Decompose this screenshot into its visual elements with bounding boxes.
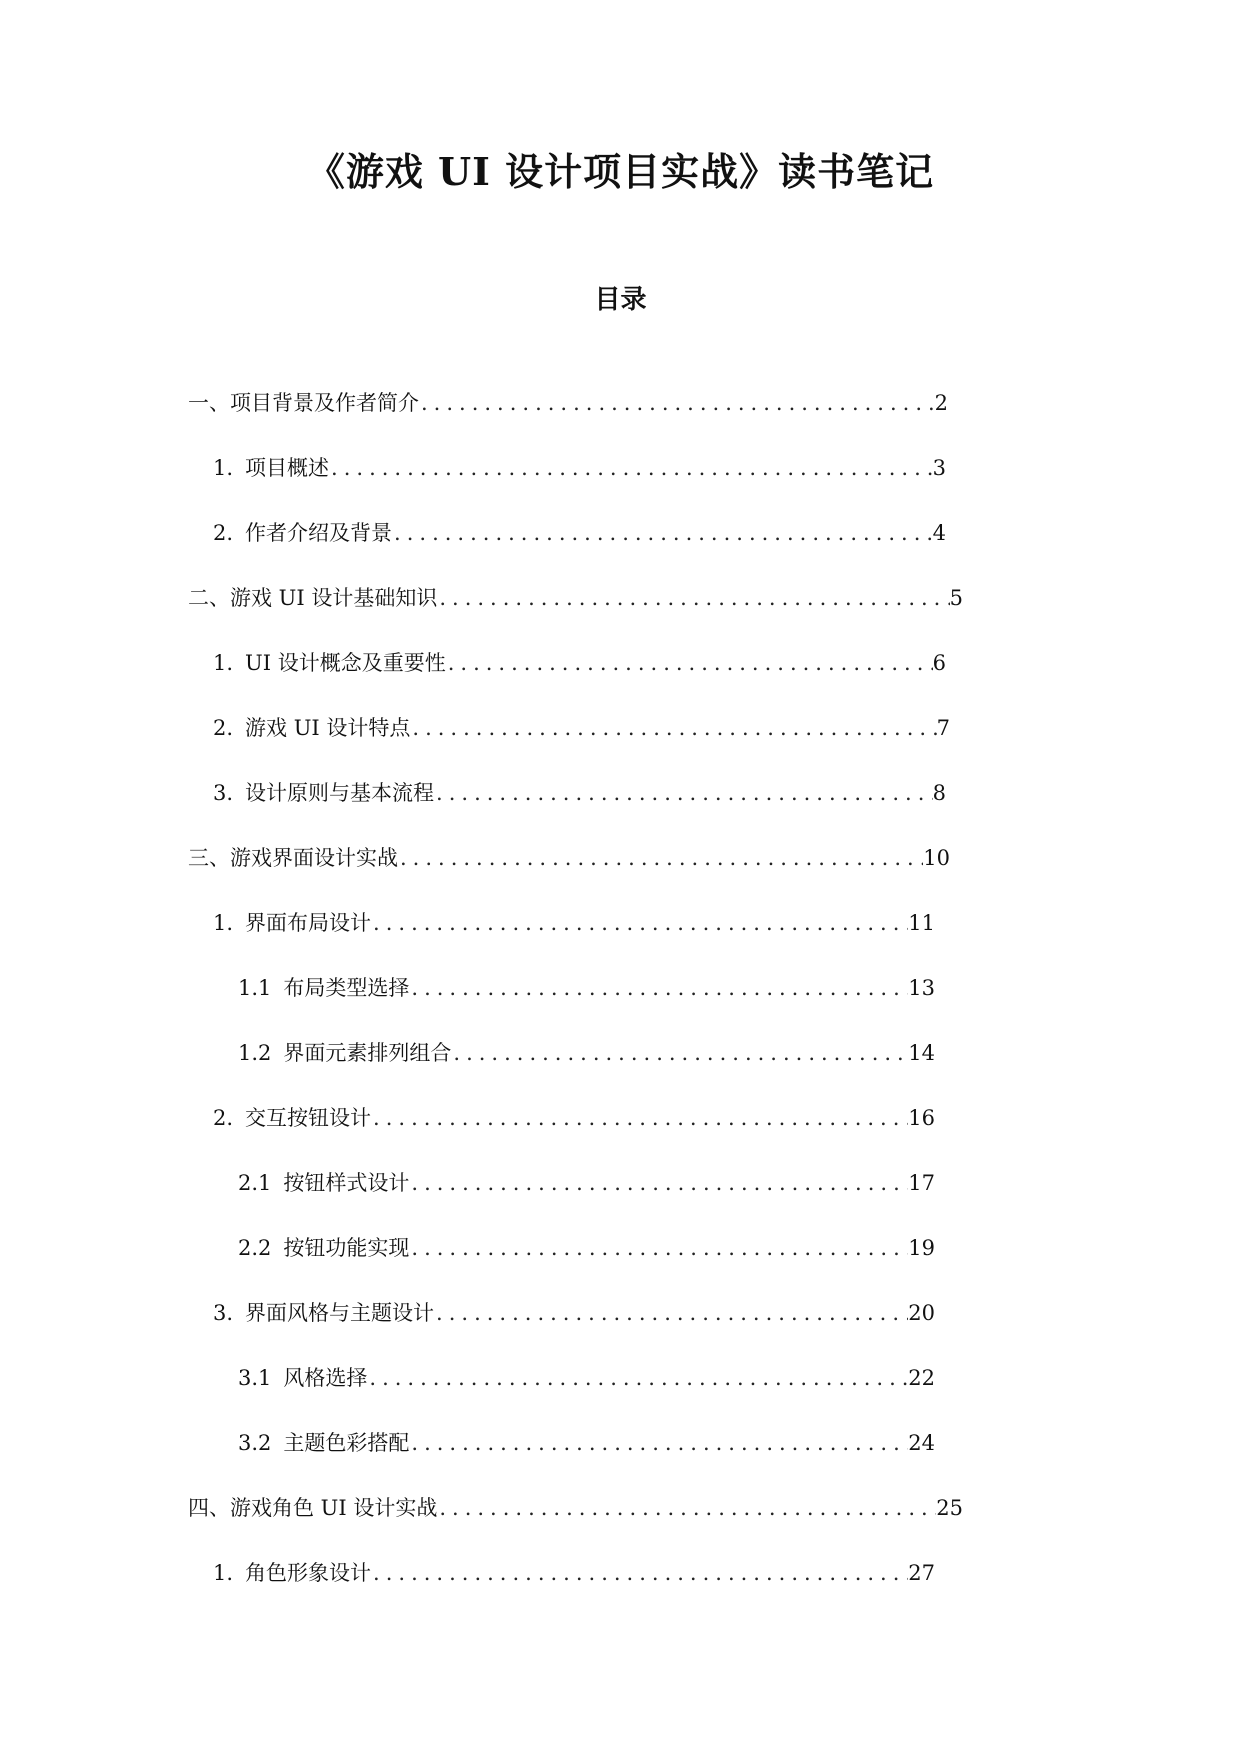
toc-entry[interactable] <box>213 775 946 811</box>
document-title: 《游戏 UI 设计项目实战》读书笔记 <box>306 149 935 194</box>
toc-entry[interactable] <box>213 515 946 551</box>
toc-page-number: 2 <box>934 391 948 415</box>
toc-entry-label: 三、游戏界面设计实战 <box>188 846 398 870</box>
toc-entry-label: 布局类型选择 <box>283 976 410 1000</box>
toc-page-number: 6 <box>932 651 946 675</box>
toc-entry-number: 1.2 <box>238 1041 272 1065</box>
toc-entry[interactable] <box>213 450 946 486</box>
toc-page-number: 10 <box>923 846 950 870</box>
toc-entry-number: 2. <box>213 1106 234 1130</box>
toc-entry-number: 1.1 <box>238 976 272 1000</box>
toc-entry-number: 1. <box>213 911 234 935</box>
toc-entry[interactable] <box>188 385 948 421</box>
toc-page-number: 19 <box>908 1236 935 1260</box>
toc-leader-dots <box>392 515 933 551</box>
toc-entry[interactable] <box>238 1035 935 1071</box>
toc-entry-label: 设计原则与基本流程 <box>245 781 435 805</box>
toc-entry-number: 2. <box>213 521 234 545</box>
toc-entry-label: 项目概述 <box>245 456 330 480</box>
toc-entry-label: UI 设计概念及重要性 <box>245 651 446 675</box>
toc-page-number: 5 <box>949 586 963 610</box>
toc-page-number: 16 <box>908 1106 935 1130</box>
toc-entry[interactable] <box>213 710 950 746</box>
toc-leader-dots <box>409 1425 908 1461</box>
toc-page-number: 14 <box>908 1041 935 1065</box>
toc-entry-number: 3.1 <box>238 1366 272 1390</box>
toc-entry-label: 二、游戏 UI 设计基础知识 <box>188 586 438 610</box>
toc-leader-dots <box>409 970 908 1006</box>
toc-entry-number: 2.2 <box>238 1236 272 1260</box>
toc-entry[interactable] <box>188 840 950 876</box>
toc-leader-dots <box>371 905 908 941</box>
toc-leader-dots <box>410 710 936 746</box>
toc-leader-dots <box>434 1295 908 1331</box>
toc-entry-number: 3. <box>213 1301 234 1325</box>
toc-leader-dots <box>446 645 933 681</box>
toc-leader-dots <box>367 1360 908 1396</box>
toc-leader-dots <box>409 1230 908 1266</box>
toc-entry-label: 作者介绍及背景 <box>245 521 393 545</box>
toc-entry[interactable] <box>238 1230 935 1266</box>
toc-entry[interactable] <box>188 1490 963 1526</box>
toc-page-number: 11 <box>908 911 935 935</box>
toc-entry-number: 2. <box>213 716 234 740</box>
toc-entry-number: 2.1 <box>238 1171 272 1195</box>
toc-entry[interactable] <box>238 1360 935 1396</box>
toc-entry[interactable] <box>213 1555 935 1591</box>
toc-entry-label: 按钮样式设计 <box>283 1171 410 1195</box>
toc-leader-dots <box>451 1035 908 1071</box>
toc-leader-dots <box>434 775 933 811</box>
toc-page-number: 8 <box>932 781 946 805</box>
toc-leader-dots <box>398 840 923 876</box>
toc-entry-number: 1. <box>213 651 234 675</box>
toc-entry-label: 界面元素排列组合 <box>283 1041 452 1065</box>
toc-page-number: 17 <box>908 1171 935 1195</box>
toc-page-number: 13 <box>908 976 935 1000</box>
toc-page-number: 22 <box>908 1366 935 1390</box>
toc-entry[interactable] <box>238 1165 935 1201</box>
toc-entry-label: 界面风格与主题设计 <box>245 1301 435 1325</box>
toc-leader-dots <box>437 580 949 616</box>
toc-entry[interactable] <box>188 580 963 616</box>
toc-page-number: 27 <box>908 1561 935 1585</box>
toc-entry-label: 风格选择 <box>283 1366 368 1390</box>
toc-heading: 目录 <box>594 285 647 315</box>
toc-page-number: 7 <box>936 716 950 740</box>
toc-entry-label: 角色形象设计 <box>245 1561 372 1585</box>
toc-page-number: 20 <box>908 1301 935 1325</box>
toc-page-number: 24 <box>908 1431 935 1455</box>
toc-entry-number: 3. <box>213 781 234 805</box>
toc-entry-number: 3.2 <box>238 1431 272 1455</box>
toc-entry-label: 一、项目背景及作者简介 <box>188 391 419 415</box>
toc-entry[interactable] <box>213 905 935 941</box>
toc-entry-number: 1. <box>213 456 234 480</box>
toc-entry[interactable] <box>213 1295 935 1331</box>
toc-entry-number: 1. <box>213 1561 234 1585</box>
toc-entry[interactable] <box>213 1100 935 1136</box>
toc-leader-dots <box>371 1100 908 1136</box>
toc-entry-label: 按钮功能实现 <box>283 1236 410 1260</box>
toc-leader-dots <box>419 385 935 421</box>
toc-entry-label: 界面布局设计 <box>245 911 372 935</box>
toc-entry[interactable] <box>213 645 946 681</box>
toc-page-number: 25 <box>936 1496 963 1520</box>
toc-leader-dots <box>371 1555 908 1591</box>
toc-page-number: 4 <box>932 521 946 545</box>
toc-entry-label: 四、游戏角色 UI 设计实战 <box>188 1496 438 1520</box>
toc-entry[interactable] <box>238 970 935 1006</box>
toc-entry-label: 游戏 UI 设计特点 <box>245 716 411 740</box>
toc-entry-label: 交互按钮设计 <box>245 1106 372 1130</box>
toc-leader-dots <box>329 450 933 486</box>
toc-entry-label: 主题色彩搭配 <box>283 1431 410 1455</box>
toc-page-number: 3 <box>932 456 946 480</box>
toc-entry[interactable] <box>238 1425 935 1461</box>
toc-leader-dots <box>409 1165 908 1201</box>
toc-leader-dots <box>437 1490 936 1526</box>
